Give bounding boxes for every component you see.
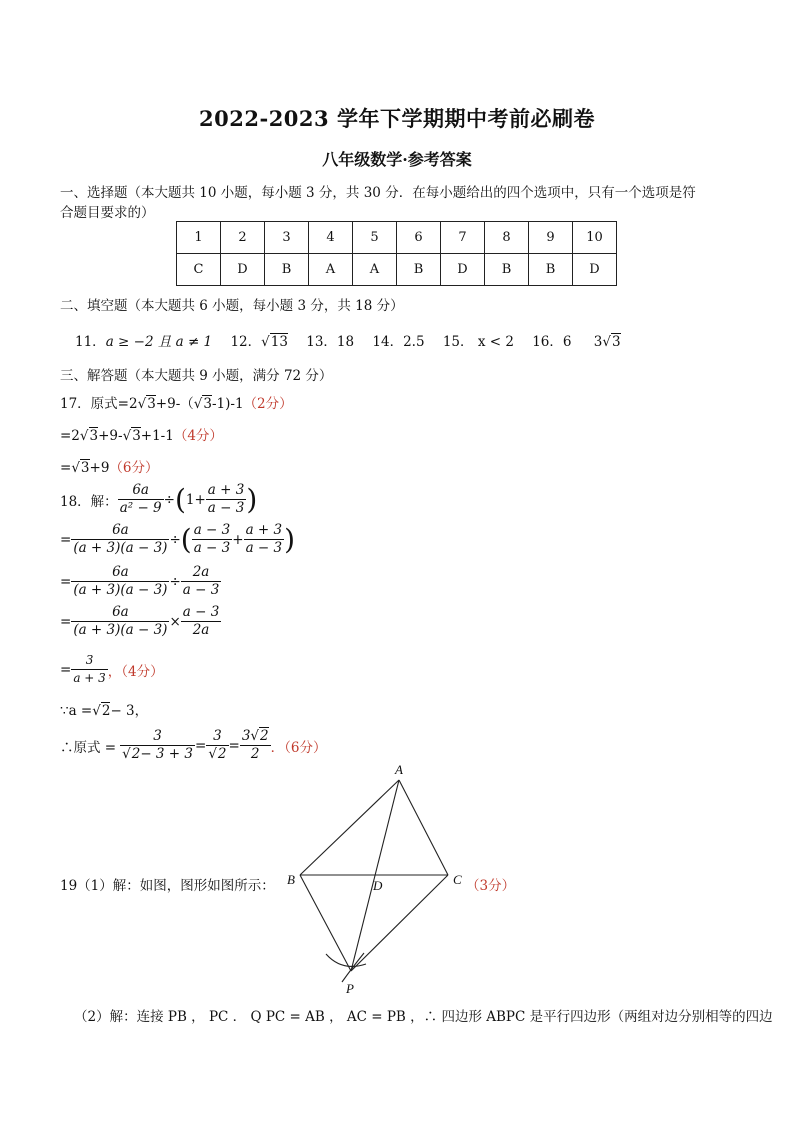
sqrt-sign: √ xyxy=(137,396,147,412)
paren-close: ) xyxy=(284,523,296,556)
q17-l2-a: =2 xyxy=(60,428,80,444)
q17-l3-r: 3 xyxy=(80,460,90,476)
q18-frac3c: $\frac{6a}{(a + 3)(a - 3)}$ xyxy=(73,604,168,638)
q18-line3 xyxy=(60,564,221,599)
label-b: B xyxy=(287,872,295,887)
q18-eq: = xyxy=(195,737,207,754)
q18-final-a: ∴原式 = xyxy=(60,739,117,756)
label-d: D xyxy=(373,878,383,893)
segment-bp xyxy=(300,875,351,971)
sqrt-sign: √ xyxy=(261,334,270,350)
construction-arc-2 xyxy=(342,953,364,982)
paren-close: ) xyxy=(246,483,258,516)
sqrt-sign: √ xyxy=(122,428,132,444)
segment-ac xyxy=(399,780,448,875)
fill-answers-row xyxy=(75,330,621,350)
q17-l2-b: +9- xyxy=(98,428,123,444)
section3-heading: 三、解答题（本大题共 9 小题，满分 72 分） xyxy=(60,368,333,384)
q18-frac1: $\frac{6a}{\text{a² − 9}}$ xyxy=(119,482,162,516)
label-a: A xyxy=(395,762,403,777)
question-number-cell: 2 xyxy=(221,222,265,254)
q17-l1-b: +9-（ xyxy=(155,396,194,412)
question-number-cell: 4 xyxy=(309,222,353,254)
q18-line1 xyxy=(60,482,257,517)
q17-l3-score: （6分） xyxy=(109,460,159,476)
q16-answer-a: 6 xyxy=(562,334,572,350)
q18-one: 1+ xyxy=(185,491,206,508)
q18-eq: = xyxy=(228,737,240,754)
construction-arc-1 xyxy=(326,954,366,966)
question-number-cell: 7 xyxy=(441,222,485,254)
section1-heading: 一、选择题（本大题共 10 小题，每小题 3 分，共 30 分．在每小题给出的四个选项中，只有一个选项是符 xyxy=(60,185,696,201)
q18-score2: ．（6分） xyxy=(270,739,327,756)
section1-heading-cont: 合题目要求的） xyxy=(60,205,155,221)
q18-label: 18．解： xyxy=(60,493,118,510)
answer-table-numbers-row xyxy=(177,222,617,254)
q18-frac2: $\frac{a + 3}{a - 3}$ xyxy=(207,482,245,516)
q18-score1: ，（4分） xyxy=(107,663,164,680)
sqrt-sign: √ xyxy=(193,396,203,412)
paren-open: ( xyxy=(174,483,186,516)
q18-frac2b: $\frac{a + 3}{a - 3}$ xyxy=(245,522,283,556)
q18-final xyxy=(60,728,326,763)
q18-eq: = xyxy=(60,531,72,548)
q17-l2-r1: 3 xyxy=(89,428,99,444)
q17-l1-a: 17．原式=2 xyxy=(60,396,138,412)
q19-part2-text: （2）解：连接 PB ， PC ． Q PC = AB ， AC = PB ，∴ 四边形 ABPC 是平行四边形（两组对边分别相等的四边 xyxy=(74,1009,773,1025)
answer-table-answers-row xyxy=(177,254,617,286)
q14-answer: 14．2.5 xyxy=(372,334,425,350)
sqrt-sign: √ xyxy=(79,428,89,444)
question-number-cell: 10 xyxy=(573,222,617,254)
sqrt-sign: √ xyxy=(602,334,611,350)
answer-cell: B xyxy=(265,254,309,286)
q18-final-frac3: $\frac{3√2}{2}$ xyxy=(241,728,269,762)
q12-label: 12． xyxy=(230,334,262,350)
q18-line2 xyxy=(60,522,295,557)
label-p: P xyxy=(346,981,354,996)
answer-cell: B xyxy=(485,254,529,286)
q17-l3-b: +9 xyxy=(89,460,110,476)
q16-label: 16． xyxy=(532,334,563,350)
label-c: C xyxy=(453,872,462,887)
q18-div: ÷ xyxy=(169,531,181,548)
q18-frac5: $\frac{2a}{a - 3}$ xyxy=(182,564,220,598)
q11-answer: a ≥ −2 且 a ≠ 1 xyxy=(105,334,213,350)
answer-table xyxy=(176,221,617,286)
answer-cell: D xyxy=(573,254,617,286)
q17-line3 xyxy=(60,456,159,476)
question-number-cell: 6 xyxy=(397,222,441,254)
q17-l1-score: （2分） xyxy=(243,396,293,412)
q16-answer-b-radicand: 3 xyxy=(612,334,621,350)
q12-radicand: 13 xyxy=(270,334,288,350)
q19-part1-text: 19（1）解：如图，图形如图所示： xyxy=(60,878,275,894)
q18-plus: + xyxy=(232,531,244,548)
q17-l2-r2: 3 xyxy=(132,428,141,444)
q18-line4 xyxy=(60,604,221,639)
q18-given xyxy=(60,699,148,719)
question-number-cell: 3 xyxy=(265,222,309,254)
q18-frac4: $\frac{a - 3}{a - 3}$ xyxy=(193,522,231,556)
q13-answer: 13．18 xyxy=(306,334,355,350)
answer-cell: B xyxy=(397,254,441,286)
q17-l1-c: -1)-1 xyxy=(211,396,244,412)
question-number-cell: 1 xyxy=(177,222,221,254)
q18-eq: = xyxy=(60,661,72,678)
q18-given-a: ∵a = xyxy=(60,703,93,719)
answer-cell: D xyxy=(441,254,485,286)
question-number-cell: 5 xyxy=(353,222,397,254)
question-number-cell: 8 xyxy=(485,222,529,254)
q17-l1-r2: 3 xyxy=(203,396,212,412)
sqrt-sign: √ xyxy=(71,460,80,476)
q17-l2-score: （4分） xyxy=(173,428,223,444)
page-subtitle: 八年级数学·参考答案 xyxy=(322,150,472,169)
q18-div: ÷ xyxy=(169,573,181,590)
q18-final-frac2: $\frac{3}{√2}$ xyxy=(208,728,227,762)
q18-eq: = xyxy=(60,613,72,630)
q18-final-frac1: $\frac{3}{√2- 3 + 3}$ xyxy=(122,728,193,762)
answer-cell: B xyxy=(529,254,573,286)
paren-open: ( xyxy=(180,523,192,556)
q18-line5 xyxy=(60,652,164,687)
q18-eq: = xyxy=(60,573,72,590)
q18-times: × xyxy=(169,613,181,630)
q17-line2 xyxy=(60,424,223,444)
q17-line1 xyxy=(60,392,293,412)
answer-cell: A xyxy=(353,254,397,286)
q18-frac7: $\frac{3}{a + 3}$ xyxy=(73,653,106,685)
q18-given-r: 2 xyxy=(101,703,111,719)
q17-l1-r1: 3 xyxy=(147,396,156,412)
q19-part1-score: （3分） xyxy=(466,878,516,894)
q18-frac3b: $\frac{6a}{(a + 3)(a - 3)}$ xyxy=(73,564,168,598)
q18-frac6: $\frac{a - 3}{2a}$ xyxy=(182,604,220,638)
answer-cell: A xyxy=(309,254,353,286)
sqrt-sign: √ xyxy=(92,703,101,719)
q18-given-b: − 3， xyxy=(110,703,149,719)
section2-heading: 二、填空题（本大题共 6 小题，每小题 3 分，共 18 分） xyxy=(60,298,404,314)
page-title: 2022-2023 学年下学期期中考前必刷卷 xyxy=(199,106,595,131)
question-number-cell: 9 xyxy=(529,222,573,254)
q18-div: ÷ xyxy=(163,491,175,508)
segment-ab xyxy=(300,780,399,875)
answer-cell: C xyxy=(177,254,221,286)
segment-cp xyxy=(351,875,448,971)
q16-answer-b-coef: 3 xyxy=(593,334,603,350)
q11-label: 11． xyxy=(75,334,106,350)
q15-answer: 15． x < 2 xyxy=(442,334,514,350)
answer-cell: D xyxy=(221,254,265,286)
q18-frac3: $\frac{6a}{(a + 3)(a - 3)}$ xyxy=(73,522,168,556)
q17-l3-a: = xyxy=(60,460,72,476)
q17-l2-c: +1-1 xyxy=(140,428,174,444)
